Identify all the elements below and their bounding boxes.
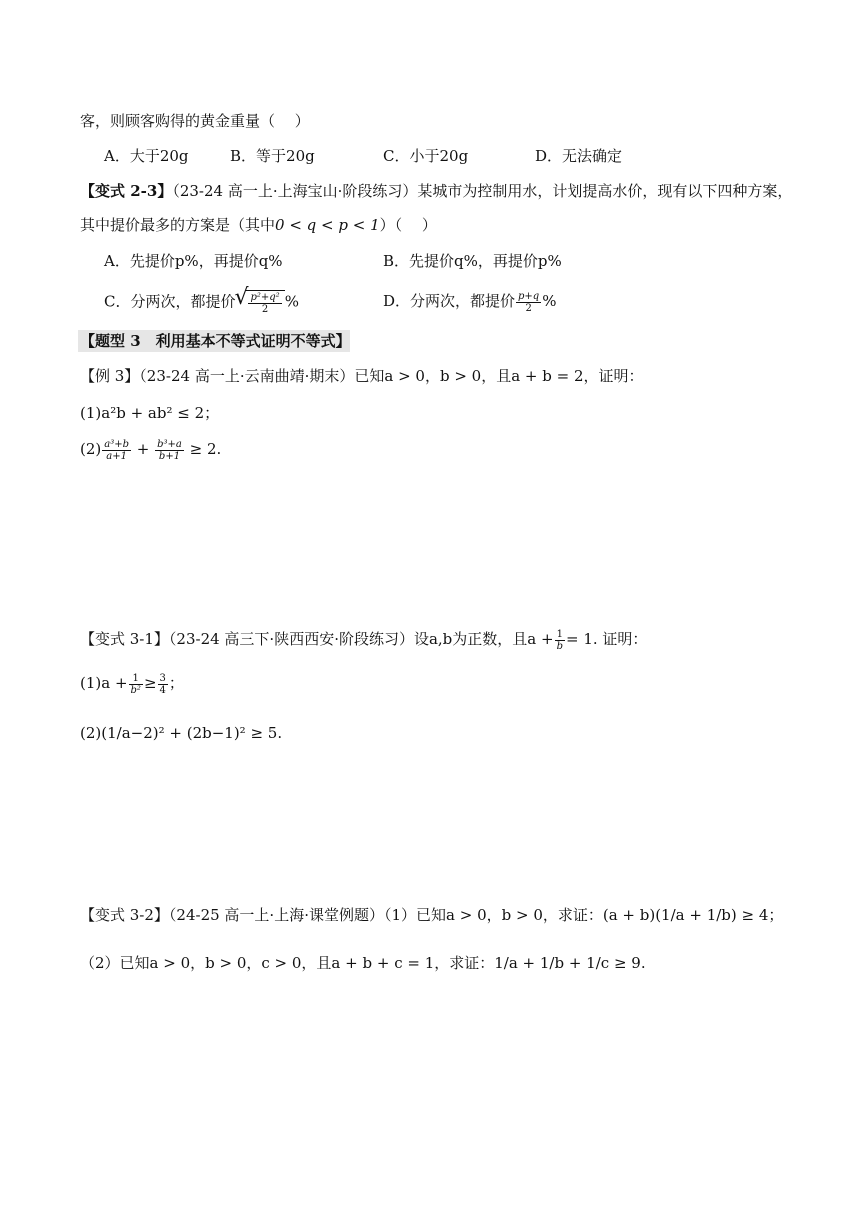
variant-3-1-part1 xyxy=(80,672,184,696)
option-c xyxy=(104,290,299,315)
variant-2-3-line2 xyxy=(80,214,437,236)
numerator: 1 xyxy=(555,629,565,641)
text: ）（ ） xyxy=(379,216,437,234)
option-a: A．大于20g xyxy=(104,147,189,165)
text: ； xyxy=(168,674,184,692)
fraction xyxy=(158,673,168,696)
text: % xyxy=(284,292,299,311)
math: 0 < q < p < 1 xyxy=(275,216,380,234)
option-d xyxy=(383,290,556,314)
numerator: 3 xyxy=(159,672,166,684)
example-3-part2 xyxy=(80,438,221,462)
variant-source: （23-24 高一上·上海宝山·阶段练习）某城市为控制用水，计划提高水价，现有以下四种方案， xyxy=(172,182,793,200)
denominator: 4 xyxy=(159,684,166,696)
text: D．分两次，都提价 xyxy=(383,292,516,310)
variant-3-2-line1: 【变式 3-2】（24-25 高一上·上海·课堂例题）（1）已知a > 0，b > 0，求证：(a + b)(1/a + 1/b) ≥ 4； xyxy=(80,906,784,924)
question-tail: 客，则顾客购得的黄金重量（ ） xyxy=(80,112,310,130)
variant-2-3-line1 xyxy=(80,180,792,202)
text: + xyxy=(132,440,155,458)
option-b: B．先提价q%，再提价p% xyxy=(383,252,562,270)
denominator: b+1 xyxy=(158,450,181,462)
variant-3-2-line2: （2）已知a > 0，b > 0，c > 0，且a + b + c = 1，求证：1/a + 1/b + 1/c ≥ 9. xyxy=(80,954,646,972)
text: (1)a + xyxy=(80,674,128,692)
numerator: b³+a xyxy=(157,438,182,450)
denominator: b xyxy=(556,640,563,652)
denominator: 2 xyxy=(261,303,269,315)
denominator: 2 xyxy=(525,302,532,314)
variant-3-1-line1 xyxy=(80,628,647,652)
numerator: a³+b xyxy=(104,438,130,450)
fraction xyxy=(555,629,565,652)
option-c: C．小于20g xyxy=(383,147,469,165)
example-3-part1: (1)a²b + ab² ≤ 2； xyxy=(80,404,220,422)
sqrt xyxy=(245,290,284,315)
text: (2) xyxy=(80,440,102,458)
option-a: A．先提价p%，再提价q% xyxy=(104,252,283,270)
example-3-line1: 【例 3】（23-24 高一上·云南曲靖·期末）已知a > 0，b > 0，且a + b = 2，证明： xyxy=(80,367,644,385)
variant-3-1-part2: (2)(1/a−2)² + (2b−1)² ≥ 5. xyxy=(80,724,283,742)
fraction xyxy=(248,292,281,315)
numerator: p+q xyxy=(518,290,540,302)
text: ≥ 2. xyxy=(184,440,222,458)
text: ≥ xyxy=(143,674,157,692)
fraction xyxy=(155,439,184,462)
text: = 1. 证明： xyxy=(565,630,648,648)
fraction xyxy=(129,673,143,696)
section-heading: 【题型 3 利用基本不等式证明不等式】 xyxy=(80,332,351,350)
fraction xyxy=(102,439,131,462)
fraction xyxy=(516,291,541,314)
text: % xyxy=(542,292,557,310)
numerator: √ p²+q² xyxy=(250,291,280,303)
option-d: D．无法确定 xyxy=(535,147,623,165)
denominator: b² xyxy=(130,684,141,696)
text: 【变式 3-1】（23-24 高三下·陕西西安·阶段练习）设a,b为正数，且a + xyxy=(80,630,554,648)
option-b: B．等于20g xyxy=(230,147,315,165)
text: C．分两次，都提价 xyxy=(104,292,236,311)
numerator: 1 xyxy=(129,673,143,685)
variant-tag: 【变式 2-3】 xyxy=(80,182,173,200)
text: 其中提价最多的方案是（其中 xyxy=(80,216,276,234)
denominator: a+1 xyxy=(106,450,127,462)
